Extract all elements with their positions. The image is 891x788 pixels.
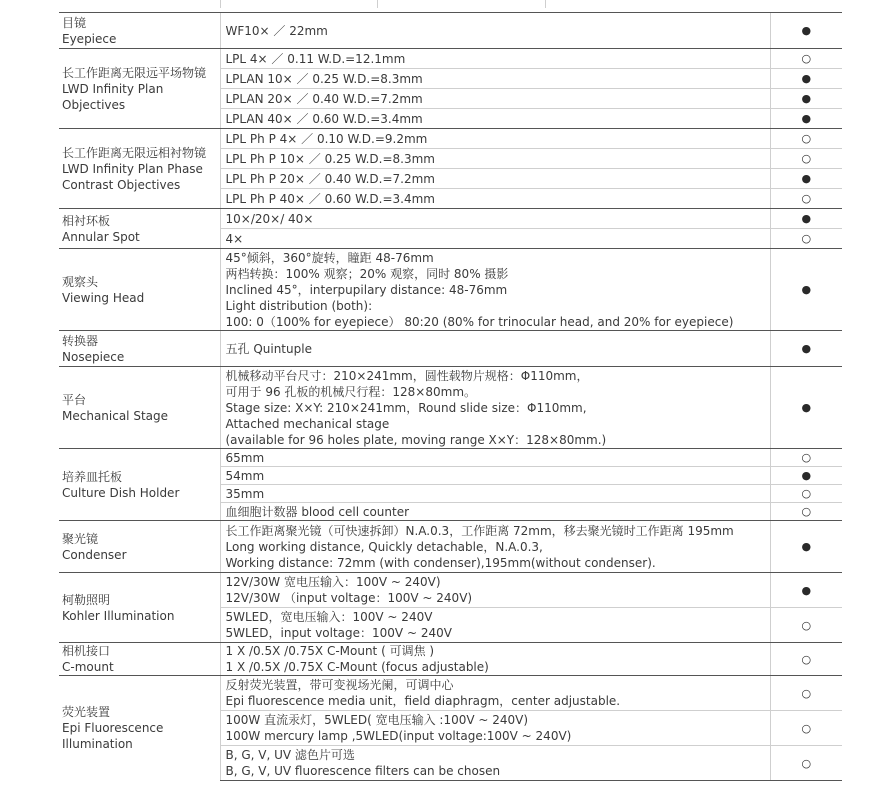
specification-text: Epi fluorescence media unit，field diaphragm，center adjustable. — [225, 694, 621, 708]
standard-filled-circle-icon: ● — [770, 521, 842, 573]
standard-filled-circle-icon: ● — [770, 467, 842, 485]
optional-open-circle-icon: ○ — [770, 449, 842, 467]
standard-filled-circle-icon: ● — [770, 109, 842, 129]
optional-open-circle-icon: ○ — [770, 149, 842, 169]
specification-cell — [220, 521, 770, 573]
specification-text: 100: 0（100% for eyepiece） 80:20 (80% for trinocular head, and 20% for eyepiece) — [225, 314, 734, 329]
category-cell — [59, 249, 220, 331]
specification-cell — [220, 249, 770, 331]
category-name-zh: 转换器 — [62, 333, 99, 348]
category-name-en: Viewing Head — [62, 290, 145, 305]
specification-text: LPL Ph P 20× ／ 0.40 W.D.=7.2mm — [225, 171, 435, 186]
category-name-zh: 相机接口 — [62, 644, 111, 658]
specification-text: 1 X /0.5X /0.75X C-Mount (focus adjustable) — [225, 660, 489, 674]
optional-open-circle-icon: ○ — [770, 49, 842, 69]
standard-filled-circle-icon: ● — [770, 249, 842, 331]
category-cell — [59, 449, 220, 521]
category-name-zh: 聚光镜 — [62, 531, 99, 546]
category-name-en: Eyepiece — [62, 31, 117, 46]
category-name-zh: 荧光装置 — [62, 705, 111, 720]
specification-cell — [220, 129, 770, 149]
specification-text: 可用于 96 孔板的机械尺行程：128×80mm。 — [225, 384, 477, 399]
specification-text: 12V/30W （input voltage：100V ~ 240V) — [225, 591, 473, 605]
specification-cell — [220, 467, 770, 485]
specification-text: 长工作距离聚光镜（可快速拆卸）N.A.0.3，工作距离 72mm，移去聚光镜时工作距离 195mm — [225, 523, 734, 538]
specification-text: (available for 96 holes plate, moving range X×Y：128×80mm.) — [225, 432, 607, 447]
specification-text: Light distribution (both): — [225, 298, 373, 313]
spec-row — [59, 643, 842, 676]
specification-cell — [220, 169, 770, 189]
standard-filled-circle-icon: ● — [770, 573, 842, 608]
specification-cell — [220, 367, 770, 449]
category-cell — [59, 367, 220, 449]
top-divider-stub — [545, 0, 546, 8]
spec-row — [59, 573, 842, 608]
specification-cell — [220, 149, 770, 169]
standard-filled-circle-icon: ● — [770, 89, 842, 109]
optional-open-circle-icon: ○ — [770, 189, 842, 209]
optional-open-circle-icon: ○ — [770, 229, 842, 249]
specification-text: LPLAN 20× ／ 0.40 W.D.=7.2mm — [225, 91, 423, 106]
specification-text: Stage size: X×Y: 210×241mm，Round slide size：Φ110mm, — [225, 400, 587, 415]
specification-text: 两档转换：100% 观察；20% 观察，同时 80% 摄影 — [225, 266, 509, 281]
category-cell — [59, 209, 220, 249]
specification-text: LPLAN 40× ／ 0.60 W.D.=3.4mm — [225, 111, 423, 126]
specification-cell — [220, 608, 770, 643]
category-cell — [59, 13, 220, 49]
optional-open-circle-icon: ○ — [770, 711, 842, 746]
specification-cell — [220, 89, 770, 109]
spec-row — [59, 449, 842, 467]
specification-text: 血细胞计数器 blood cell counter — [225, 504, 410, 519]
specification-cell — [220, 746, 770, 781]
specification-table-body — [59, 13, 842, 781]
specification-cell — [220, 643, 770, 676]
category-name-zh: 柯勒照明 — [62, 592, 111, 607]
optional-open-circle-icon: ○ — [770, 503, 842, 521]
specification-text: 4× — [225, 231, 244, 246]
specification-cell — [220, 209, 770, 229]
category-cell — [59, 331, 220, 367]
specification-cell — [220, 485, 770, 503]
category-cell — [59, 643, 220, 676]
spec-row — [59, 13, 842, 49]
category-name-en: Culture Dish Holder — [62, 485, 180, 500]
specification-text: 5WLED，宽电压输入：100V ~ 240V — [225, 610, 433, 624]
category-cell — [59, 573, 220, 643]
specification-cell — [220, 573, 770, 608]
specification-cell — [220, 503, 770, 521]
optional-open-circle-icon: ○ — [770, 485, 842, 503]
spec-row — [59, 209, 842, 229]
category-name-zh: 目镜 — [62, 15, 87, 30]
standard-filled-circle-icon: ● — [770, 69, 842, 89]
category-name-en: C-mount — [62, 660, 114, 674]
category-cell — [59, 129, 220, 209]
spec-row — [59, 676, 842, 711]
category-name-zh: 平台 — [62, 392, 87, 407]
category-cell — [59, 676, 220, 781]
specification-cell — [220, 331, 770, 367]
specification-text: Inclined 45°，interpupilary distance: 48-76mm — [225, 282, 508, 297]
specification-text: Attached mechanical stage — [225, 416, 390, 431]
top-divider-stub — [220, 0, 221, 8]
specification-cell — [220, 711, 770, 746]
category-name-en: Mechanical Stage — [62, 408, 169, 423]
category-cell — [59, 49, 220, 129]
specification-text: B, G, V, UV fluorescence filters can be chosen — [225, 764, 501, 778]
category-name-en: Contrast Objectives — [62, 177, 181, 192]
optional-open-circle-icon: ○ — [770, 746, 842, 781]
category-name-zh: 培养皿托板 — [62, 469, 123, 484]
spec-row — [59, 249, 842, 331]
specification-text: Long working distance, Quickly detachable，N.A.0.3, — [225, 539, 543, 554]
category-name-zh: 相衬环板 — [62, 213, 111, 228]
specification-text: LPLAN 10× ／ 0.25 W.D.=8.3mm — [225, 71, 423, 86]
specification-cell — [220, 69, 770, 89]
specification-text: B, G, V, UV 滤色片可选 — [225, 748, 355, 762]
optional-open-circle-icon: ○ — [770, 129, 842, 149]
specification-text: WF10× ／ 22mm — [225, 23, 328, 38]
specification-text: 100W mercury lamp ,5WLED(input voltage:100V ~ 240V) — [225, 729, 572, 743]
specification-text: 1 X /0.5X /0.75X C-Mount ( 可调焦 ) — [225, 644, 435, 658]
specification-text: 五孔 Quintuple — [225, 341, 312, 356]
category-name-zh: 长工作距离无限远相衬物镜 — [62, 145, 207, 160]
specification-cell — [220, 49, 770, 69]
spec-row — [59, 49, 842, 69]
specification-text: 45°倾斜，360°旋转，瞳距 48-76mm — [225, 250, 434, 265]
category-name-en: Nosepiece — [62, 349, 125, 364]
specification-cell — [220, 676, 770, 711]
category-name-en: Illumination — [62, 737, 133, 752]
spec-row — [59, 521, 842, 573]
category-name-en: Objectives — [62, 97, 126, 112]
specification-text: 35mm — [225, 486, 265, 501]
standard-filled-circle-icon: ● — [770, 209, 842, 229]
spec-row — [59, 367, 842, 449]
category-name-en: Epi Fluorescence — [62, 721, 164, 736]
optional-open-circle-icon: ○ — [770, 643, 842, 676]
specification-text: LPL Ph P 40× ／ 0.60 W.D.=3.4mm — [225, 191, 435, 206]
spec-row — [59, 129, 842, 149]
specification-table — [59, 12, 842, 781]
specification-cell — [220, 189, 770, 209]
optional-open-circle-icon: ○ — [770, 608, 842, 643]
specification-text: 10×/20×/ 40× — [225, 211, 314, 226]
category-name-en: Kohler Illumination — [62, 608, 175, 623]
specification-text: 12V/30W 宽电压输入：100V ~ 240V) — [225, 575, 441, 589]
category-name-zh: 观察头 — [62, 274, 99, 289]
specification-text: 5WLED，input voltage：100V ~ 240V — [225, 626, 452, 640]
top-divider-stub — [377, 0, 378, 8]
category-name-en: LWD Infinity Plan Phase — [62, 161, 203, 176]
specification-text: 反射荧光装置，带可变视场光阑，可调中心 — [225, 678, 454, 692]
specification-text: LPL 4× ／ 0.11 W.D.=12.1mm — [225, 51, 406, 66]
specification-text: LPL Ph P 10× ／ 0.25 W.D.=8.3mm — [225, 151, 435, 166]
standard-filled-circle-icon: ● — [770, 331, 842, 367]
standard-filled-circle-icon: ● — [770, 367, 842, 449]
specification-text: 54mm — [225, 468, 265, 483]
specification-text: 65mm — [225, 450, 265, 465]
category-name-zh: 长工作距离无限远平场物镜 — [62, 65, 207, 80]
spec-row — [59, 331, 842, 367]
specification-cell — [220, 449, 770, 467]
category-name-en: LWD Infinity Plan — [62, 81, 164, 96]
category-name-en: Condenser — [62, 547, 127, 562]
specification-cell — [220, 13, 770, 49]
category-cell — [59, 521, 220, 573]
specification-cell — [220, 109, 770, 129]
specification-text: 100W 直流汞灯，5WLED( 宽电压输入 :100V ~ 240V) — [225, 713, 529, 727]
specification-cell — [220, 229, 770, 249]
specification-text: LPL Ph P 4× ／ 0.10 W.D.=9.2mm — [225, 131, 428, 146]
specification-text: 机械移动平台尺寸：210×241mm，圆性载物片规格：Φ110mm， — [225, 368, 589, 383]
standard-filled-circle-icon: ● — [770, 169, 842, 189]
category-name-en: Annular Spot — [62, 229, 140, 244]
optional-open-circle-icon: ○ — [770, 676, 842, 711]
standard-filled-circle-icon: ● — [770, 13, 842, 49]
specification-text: Working distance: 72mm (with condenser),195mm(without condenser). — [225, 555, 656, 570]
